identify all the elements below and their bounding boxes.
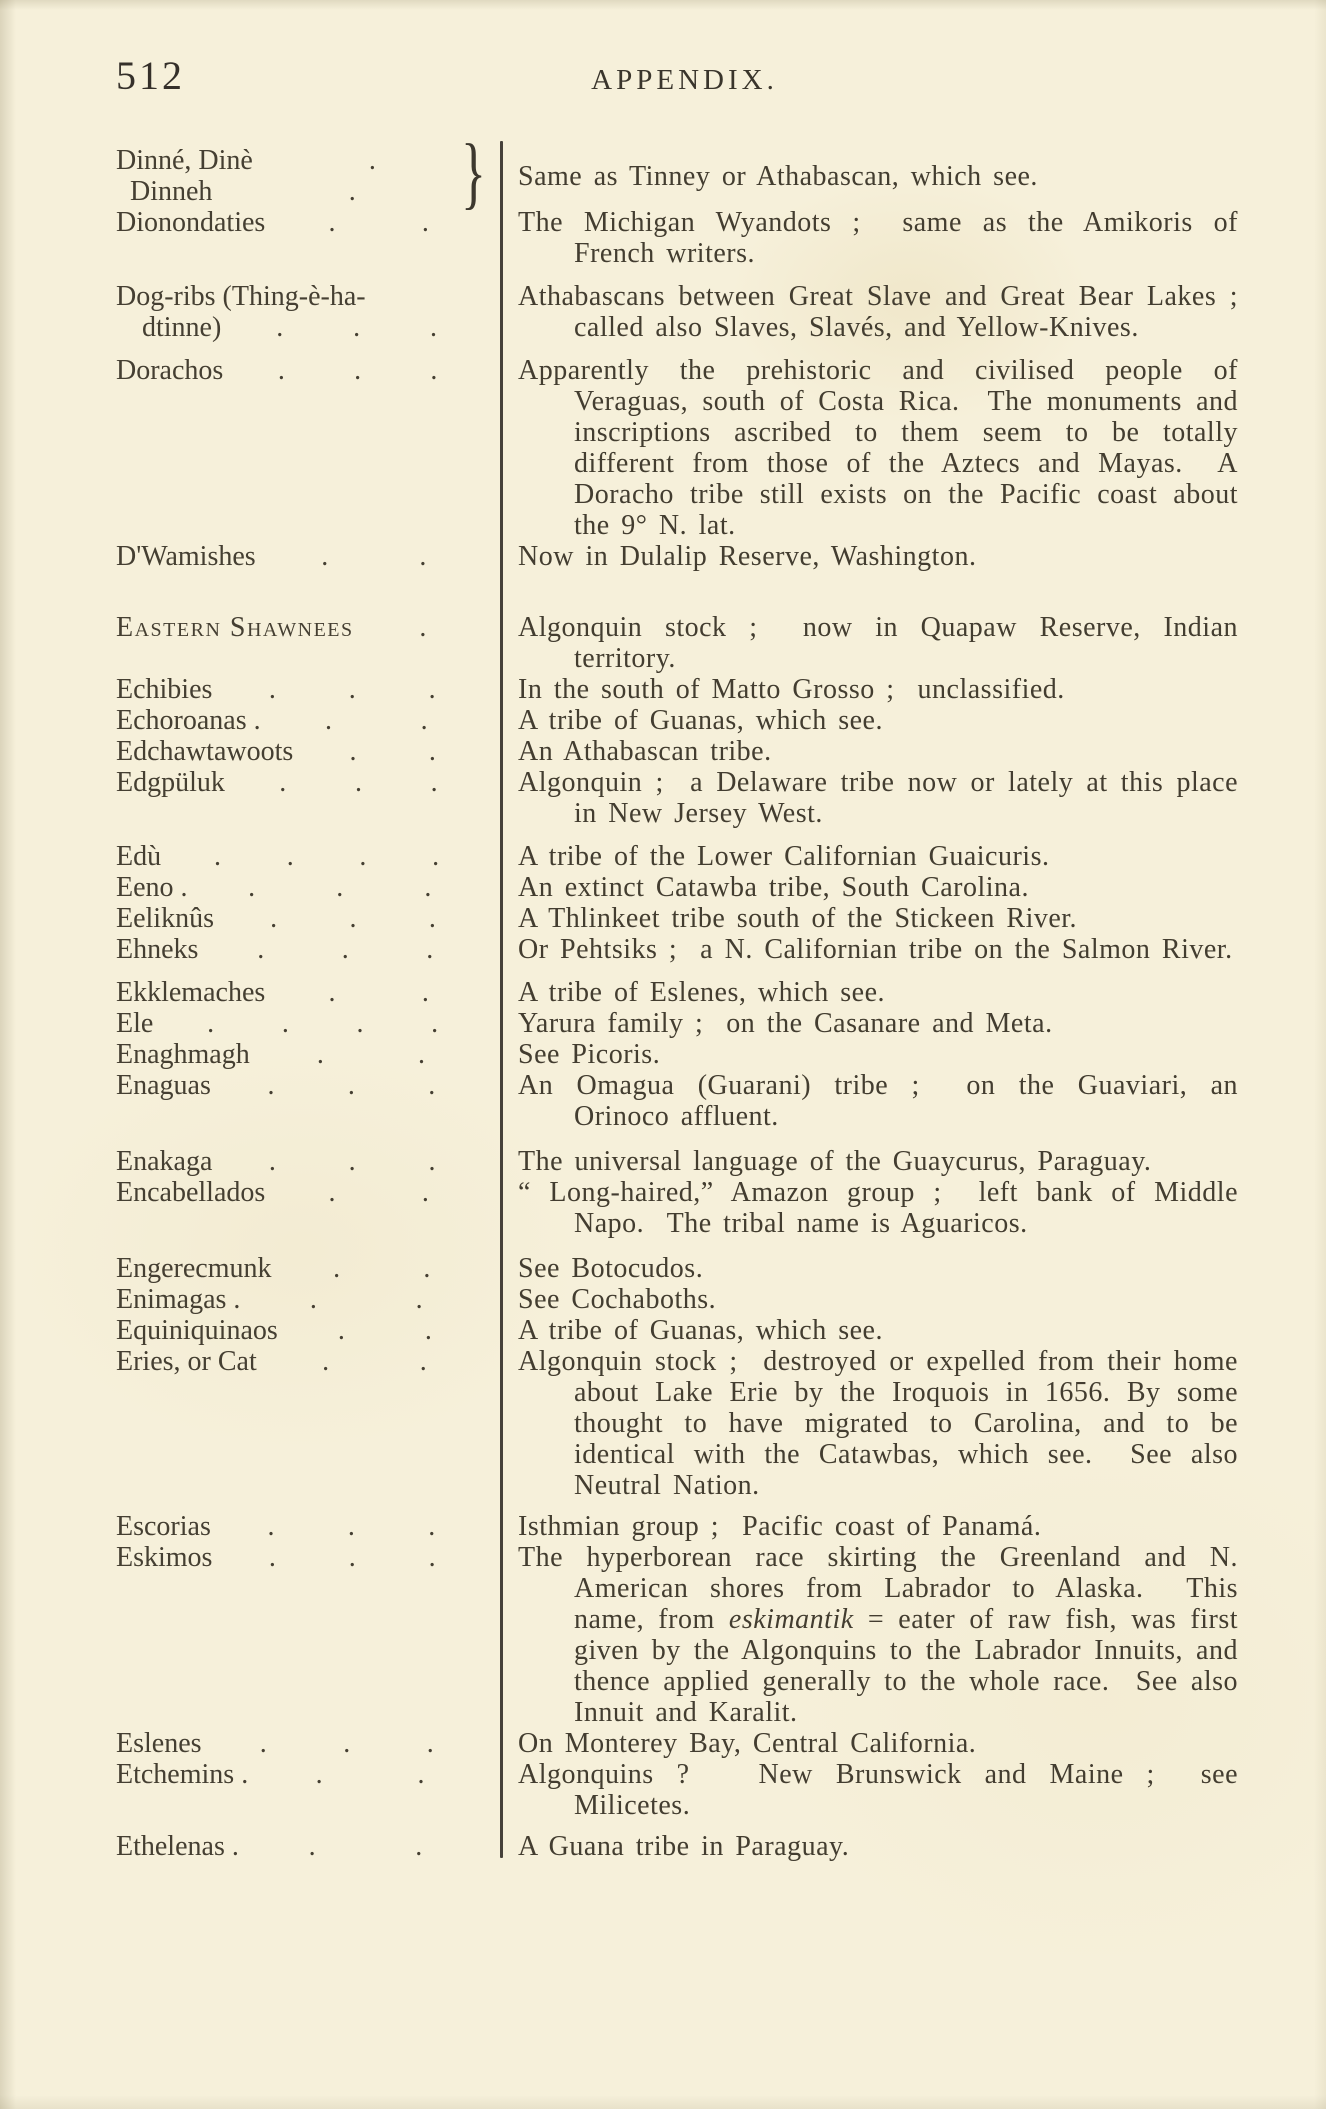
definition-text: Isthmian group ; Pacific coast of Panamá. — [518, 1511, 1042, 1542]
definition-text: An Omagua (Guarani) tribe ; on the Guaviari, an Orinoco affluent. — [518, 1070, 1250, 1132]
term-line — [116, 977, 488, 1008]
definition-text: A tribe of the Lower Californian Guaicuris. — [518, 841, 1050, 872]
leader-dot: . — [316, 1039, 324, 1070]
definition-text: Apparently the prehistoric and civilised people of Veraguas, south of Costa Rica. The monuments and inscriptions ascribed to them seem to be totally different from those of the Aztecs and Mayas. A Doracho tribe still exists on the Pacific coast about the 9° N. lat. — [518, 355, 1250, 541]
leader-dot: . — [267, 1070, 275, 1101]
entry-term — [116, 1039, 488, 1070]
leader-dot: . — [348, 674, 356, 705]
leader-dot: . — [348, 1542, 356, 1573]
entry-term — [116, 841, 488, 872]
entry-row — [116, 705, 1240, 736]
leader-dots — [240, 1284, 488, 1315]
leader-dots — [253, 145, 488, 176]
entry-term — [116, 1177, 488, 1208]
term-line — [116, 1039, 488, 1070]
leader-dots — [257, 1346, 488, 1377]
leader-dot: . — [428, 736, 436, 767]
term-line — [116, 1070, 488, 1101]
leader-dot: . — [328, 1177, 336, 1208]
leader-dot: . — [267, 1511, 275, 1542]
entry-row — [116, 1253, 1240, 1284]
definition-text: On Monterey Bay, Central California. — [518, 1728, 977, 1759]
entry-row — [116, 355, 1250, 541]
leader-dot: . — [259, 1728, 267, 1759]
definition-text: Or Pehtsiks ; a N. Californian tribe on the Salmon River. — [518, 934, 1233, 965]
entry-definition — [518, 1831, 1238, 1862]
term-text: Edù — [116, 841, 162, 872]
term-line — [116, 612, 488, 643]
term-line — [116, 934, 488, 965]
leader-dot: . — [268, 1146, 276, 1177]
leader-dots — [221, 312, 488, 343]
term-text: Ele — [116, 1008, 154, 1039]
entry-row — [116, 736, 1240, 767]
leader-dots — [250, 1039, 488, 1070]
leader-dots — [256, 541, 488, 572]
definition-text: “ Long-haired,” Amazon group ; left bank of Middle Napo. The tribal name is Aguaricos. — [518, 1177, 1250, 1239]
definition-text: The universal language of the Guaycurus, Paraguay. — [518, 1146, 1152, 1177]
term-text: Dinné, Dinè — [116, 145, 253, 176]
entry-definition — [518, 934, 1238, 965]
definition-text: See Botocudos. — [518, 1253, 704, 1284]
leader-dot: . — [423, 1253, 431, 1284]
leader-dot: . — [428, 674, 436, 705]
term-text: Echoroanas . — [116, 705, 261, 736]
term-line — [116, 841, 488, 872]
term-line — [116, 312, 488, 343]
leader-dots — [265, 207, 488, 238]
entry-definition — [518, 145, 1238, 207]
column-divider — [500, 141, 503, 1858]
term-line — [116, 1759, 488, 1790]
entry-row — [116, 674, 1240, 705]
entry-row — [116, 1511, 1240, 1542]
entry-term — [116, 934, 488, 965]
entry-term — [116, 1146, 488, 1177]
leader-dot: . — [268, 674, 276, 705]
definition-text: A Thlinkeet tribe south of the Stickeen River. — [518, 903, 1078, 934]
entry-definition — [518, 1070, 1250, 1132]
leader-dot: . — [424, 1315, 432, 1346]
term-line — [116, 1315, 488, 1346]
entry-definition — [518, 705, 1238, 736]
leader-dot: . — [368, 145, 376, 176]
leader-dot: . — [419, 541, 427, 572]
definition-text: Algonquin stock ; destroyed or expelled from their home about Lake Erie by the Iroquois in 1656. By some thought to have migrated to Carolina, and to be identical with the Catawbas, which see. See also Neutral Nation. — [518, 1346, 1250, 1501]
entry-definition — [518, 612, 1250, 674]
leader-dot: . — [309, 1284, 317, 1315]
leader-dot: . — [417, 1759, 425, 1790]
leader-dot: . — [428, 1511, 436, 1542]
entry-row — [116, 1008, 1240, 1039]
leader-dot: . — [268, 1542, 276, 1573]
term-text: Eslenes — [116, 1728, 202, 1759]
definition-text: A tribe of Eslenes, which see. — [518, 977, 886, 1008]
definition-text: Same as Tinney or Athabascan, which see. — [518, 160, 1038, 192]
term-text: Enimagas . — [116, 1284, 241, 1315]
entry-definition — [518, 1315, 1238, 1346]
leader-dot: . — [328, 207, 336, 238]
definition-text: A tribe of Guanas, which see. — [518, 705, 883, 736]
entry-term — [116, 977, 488, 1008]
leader-dots — [211, 1070, 488, 1101]
leader-dot: . — [207, 1008, 215, 1039]
definition-text: In the south of Matto Grosso ; unclassified. — [518, 674, 1065, 705]
term-line — [116, 767, 488, 798]
leader-dots — [265, 977, 488, 1008]
leader-dots — [188, 872, 488, 903]
leader-dot: . — [424, 872, 432, 903]
leader-dot: . — [333, 1253, 341, 1284]
leader-dot: . — [426, 934, 434, 965]
entry-term — [116, 872, 488, 903]
leader-dot: . — [415, 1831, 423, 1862]
entry-term — [116, 1070, 488, 1101]
leader-dot: . — [270, 903, 278, 934]
term-text: Ekklemaches — [116, 977, 266, 1008]
entry-term — [116, 674, 488, 705]
leader-dot: . — [348, 1146, 356, 1177]
term-line — [116, 145, 488, 176]
leader-dot: . — [428, 1146, 436, 1177]
leader-dots — [223, 355, 488, 386]
leader-dots — [278, 1315, 488, 1346]
entry-term — [116, 1831, 488, 1862]
entry-row — [116, 541, 1240, 572]
leader-dot: . — [276, 312, 284, 343]
leader-dot: . — [430, 312, 438, 343]
leader-dot: . — [426, 1728, 434, 1759]
term-line — [116, 903, 488, 934]
entry-row — [116, 612, 1250, 674]
term-text: Engerecmunk — [116, 1253, 272, 1284]
term-text: Echibies — [116, 674, 213, 705]
leader-dots — [212, 1542, 488, 1573]
leader-dot: . — [349, 903, 357, 934]
entry-definition — [518, 541, 1238, 572]
entry-row — [116, 207, 1250, 269]
term-text: Ethelenas . — [116, 1831, 239, 1862]
definition-text: The Michigan Wyandots ; same as the Amikoris of French writers. — [518, 207, 1250, 269]
entry-definition — [518, 674, 1238, 705]
definition-text: Now in Dulalip Reserve, Washington. — [518, 541, 977, 572]
definition-text: See Picoris. — [518, 1039, 661, 1070]
entry-term — [116, 1728, 488, 1759]
leader-dot: . — [359, 841, 367, 872]
entry-definition — [518, 872, 1238, 903]
term-text: dtinne) — [142, 312, 222, 343]
term-text: Enaguas — [116, 1070, 211, 1101]
term-text: Dionondaties — [116, 207, 266, 238]
entry-row — [116, 1070, 1250, 1132]
entry-term — [116, 1284, 488, 1315]
leader-dot: . — [257, 934, 265, 965]
entry-term — [116, 129, 488, 218]
entry-definition — [518, 1346, 1250, 1501]
entry-row — [116, 1284, 1240, 1315]
term-text: Encabellados — [116, 1177, 266, 1208]
leader-dot: . — [430, 355, 438, 386]
entry-term — [116, 1315, 488, 1346]
definition-text: See Cochaboths. — [518, 1284, 717, 1315]
entry-term — [116, 1759, 488, 1790]
term-line — [116, 1008, 488, 1039]
leader-dots — [198, 934, 488, 965]
leader-dot: . — [428, 903, 436, 934]
entry-term — [116, 612, 488, 643]
leader-dots — [202, 1728, 488, 1759]
leader-dot: . — [428, 1542, 436, 1573]
entries-list — [116, 129, 1261, 1862]
entry-term — [116, 767, 488, 798]
entry-row — [116, 1315, 1240, 1346]
entry-row — [116, 841, 1240, 872]
running-head: APPENDIX. — [591, 64, 778, 96]
term-line — [116, 736, 488, 767]
leader-dot: . — [322, 1346, 330, 1377]
leader-dot: . — [421, 1177, 429, 1208]
term-line — [116, 355, 488, 386]
entry-definition — [518, 1511, 1238, 1542]
term-line — [116, 1253, 488, 1284]
leader-dot: . — [308, 1831, 316, 1862]
entry-definition — [518, 281, 1261, 343]
definition-text: A Guana tribe in Paraguay. — [518, 1831, 850, 1862]
leader-dots — [272, 1253, 489, 1284]
term-line — [116, 1542, 488, 1573]
entry-row — [116, 1039, 1240, 1070]
definition-text: A tribe of Guanas, which see. — [518, 1315, 883, 1346]
entry-term — [116, 355, 488, 386]
term-text: Enakaga — [116, 1146, 213, 1177]
entry-definition — [518, 1177, 1250, 1239]
entry-row — [116, 1728, 1240, 1759]
leader-dot: . — [432, 841, 440, 872]
entry-term — [116, 1008, 488, 1039]
leader-dot: . — [421, 977, 429, 1008]
term-line — [116, 705, 488, 736]
term-line — [116, 1511, 488, 1542]
leader-dot: . — [417, 1039, 425, 1070]
entry-term — [116, 207, 488, 238]
entry-definition — [518, 207, 1250, 269]
entry-term — [116, 541, 488, 572]
leader-dots — [212, 1146, 488, 1177]
entry-definition — [518, 1008, 1238, 1039]
term-text: Escorias — [116, 1511, 211, 1542]
leader-dot: . — [328, 977, 336, 1008]
term-text: Ehneks — [116, 934, 199, 965]
leader-dot: . — [354, 767, 362, 798]
leader-dot: . — [421, 207, 429, 238]
leader-dot: . — [281, 1008, 289, 1039]
leader-dot: . — [324, 705, 332, 736]
leader-dot: . — [347, 1070, 355, 1101]
leader-dot: . — [420, 705, 428, 736]
term-line — [116, 1831, 488, 1862]
entry-term — [116, 705, 488, 736]
leader-dot: . — [279, 767, 287, 798]
page-number: 512 — [116, 53, 185, 98]
leader-dot: . — [336, 872, 344, 903]
term-line — [116, 207, 488, 238]
term-line — [116, 281, 488, 312]
term-text: Edchawtawoots — [116, 736, 294, 767]
term-text: Dinneh — [130, 176, 213, 207]
leader-dot: . — [347, 1511, 355, 1542]
entry-definition — [518, 1146, 1238, 1177]
entry-row — [116, 1759, 1250, 1821]
entry-definition — [518, 1284, 1238, 1315]
entry-definition — [518, 736, 1238, 767]
leader-dots — [293, 736, 488, 767]
leader-dot: . — [315, 1759, 323, 1790]
leader-dot: . — [430, 767, 438, 798]
leader-dots — [261, 705, 488, 736]
entry-definition — [518, 1728, 1238, 1759]
leader-dots — [239, 1831, 488, 1862]
entry-definition — [518, 903, 1238, 934]
leader-dot: . — [337, 1315, 345, 1346]
entry-term — [116, 1346, 488, 1377]
term-text: Dog-ribs (Thing-è-ha- — [116, 281, 366, 312]
entry-row — [116, 977, 1240, 1008]
entry-row — [116, 1831, 1240, 1862]
definition-text: Algonquin stock ; now in Quapaw Reserve, Indian territory. — [518, 612, 1250, 674]
entry-term — [116, 281, 488, 343]
leader-dot: . — [431, 1008, 439, 1039]
leader-dot: . — [343, 1728, 351, 1759]
entry-definition — [518, 841, 1238, 872]
leader-dots — [153, 1008, 488, 1039]
leader-dots — [214, 903, 488, 934]
term-line — [116, 1728, 488, 1759]
term-text: Eries, or Cat — [116, 1346, 257, 1377]
definition-text: Algonquins ? New Brunswick and Maine ; see Milicetes. — [518, 1759, 1250, 1821]
leader-dot: . — [341, 934, 349, 965]
term-line — [116, 1284, 488, 1315]
entry-row — [116, 1146, 1240, 1177]
term-text: D'Wamishes — [116, 541, 256, 572]
definition-text: Yarura family ; on the Casanare and Meta. — [518, 1008, 1053, 1039]
leader-dot: . — [213, 841, 221, 872]
term-text: Eeliknûs — [116, 903, 214, 934]
term-line — [116, 176, 488, 207]
term-text: Enaghmagh — [116, 1039, 250, 1070]
entry-row — [116, 1346, 1250, 1501]
leader-dot: . — [248, 872, 256, 903]
entry-row — [116, 1542, 1250, 1728]
definition-text: An extinct Catawba tribe, South Carolina. — [518, 872, 1029, 903]
leader-dot: . — [428, 1070, 436, 1101]
leader-dots — [212, 674, 488, 705]
term-line — [116, 674, 488, 705]
leader-dot: . — [419, 612, 427, 643]
leader-dot: . — [349, 736, 357, 767]
term-text: Eastern Shawnees — [116, 612, 354, 643]
entry-definition — [518, 1542, 1250, 1728]
leader-dots — [212, 176, 488, 207]
term-text: Eeno . — [116, 872, 188, 903]
term-text: Edgpüluk — [116, 767, 225, 798]
term-text: Dorachos — [116, 355, 224, 386]
leader-dots — [225, 767, 488, 798]
entry-row — [116, 903, 1240, 934]
entry-row — [116, 1177, 1250, 1239]
term-text: Etchemins . — [116, 1759, 249, 1790]
leader-dots — [248, 1759, 488, 1790]
term-line — [116, 1146, 488, 1177]
term-text: Equiniquinaos — [116, 1315, 278, 1346]
term-line — [116, 1177, 488, 1208]
term-line — [116, 872, 488, 903]
definition-text: The hyperborean race skirting the Greenland and N. American shores from Labrador to Alaska. This name, from eskimantik = eater of raw fish, was first given by the Algonquins to the Labrador Innuits, and thence applied generally to the whole race. See also Innuit and Karalit. — [518, 1542, 1250, 1728]
leader-dot: . — [321, 541, 329, 572]
definition-text: Athabascans between Great Slave and Great Bear Lakes ; called also Slaves, Slavés, and Yellow-Knives. — [518, 281, 1261, 343]
entry-row — [116, 934, 1240, 965]
term-text: Eskimos — [116, 1542, 213, 1573]
entry-term — [116, 1542, 488, 1573]
entry-row — [116, 129, 1240, 218]
leader-dot: . — [356, 1008, 364, 1039]
term-brace: } — [461, 129, 486, 218]
entry-term — [116, 1253, 488, 1284]
entry-definition — [518, 767, 1250, 829]
leader-dots — [354, 612, 488, 643]
page-header — [0, 0, 1326, 99]
leader-dot: . — [353, 312, 361, 343]
entry-definition — [518, 355, 1250, 541]
entry-definition — [518, 1759, 1250, 1821]
leader-dot: . — [415, 1284, 423, 1315]
definition-text: An Athabascan tribe. — [518, 736, 772, 767]
leader-dot: . — [348, 176, 356, 207]
entry-row — [116, 281, 1261, 343]
leader-dot: . — [286, 841, 294, 872]
leader-dot: . — [277, 355, 285, 386]
leader-dots — [161, 841, 488, 872]
entry-term — [116, 903, 488, 934]
term-line — [116, 1346, 488, 1377]
term-line — [116, 541, 488, 572]
entry-term — [116, 736, 488, 767]
leader-dot: . — [354, 355, 362, 386]
entry-row — [116, 767, 1250, 829]
entry-definition — [518, 977, 1238, 1008]
entry-term — [116, 1511, 488, 1542]
entry-row — [116, 872, 1240, 903]
leader-dots — [265, 1177, 488, 1208]
definition-text: Algonquin ; a Delaware tribe now or lately at this place in New Jersey West. — [518, 767, 1250, 829]
entry-definition — [518, 1039, 1238, 1070]
leader-dot: . — [419, 1346, 427, 1377]
entry-definition — [518, 1253, 1238, 1284]
leader-dots — [211, 1511, 488, 1542]
